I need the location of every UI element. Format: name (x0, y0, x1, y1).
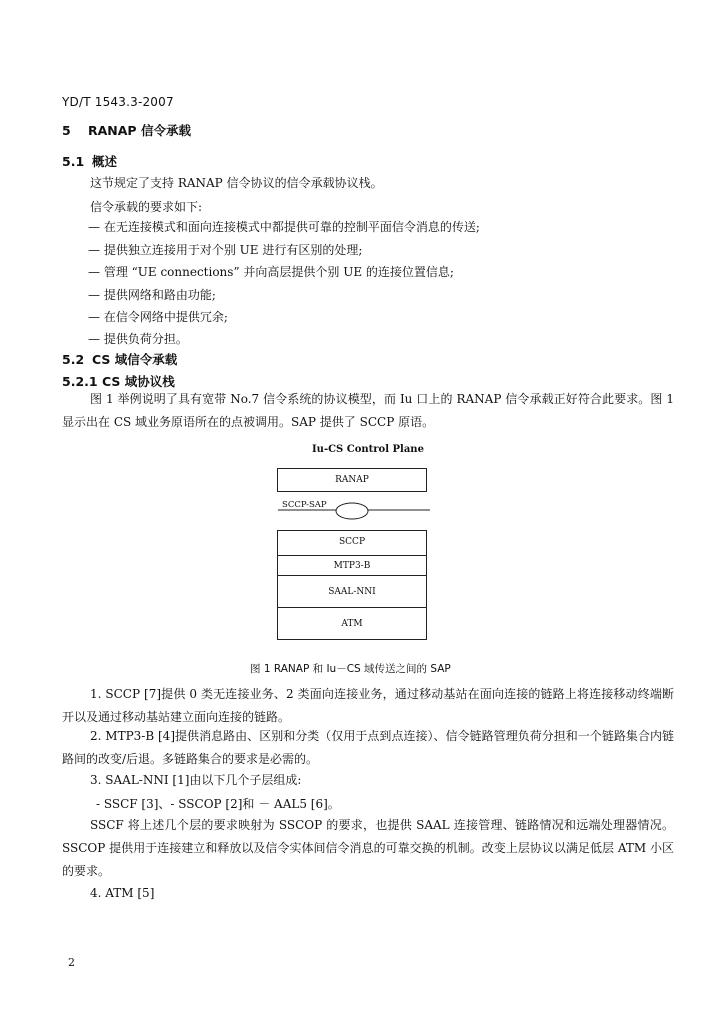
section-title: 概述 (92, 154, 118, 169)
section-title: CS 域协议栈 (102, 374, 175, 389)
section-number: 5 (62, 123, 71, 138)
sap-label: SCCP-SAP (282, 500, 327, 510)
sccp-layer: SCCP (339, 537, 365, 547)
mtp3b-layer: MTP3-B (278, 555, 426, 575)
section-number: 5.2 (62, 352, 85, 367)
requirements-intro: 信令承载的要求如下: (90, 200, 203, 214)
saal-sublayers: - SSCF [3]、- SSCOP [2]和 － AAL5 [6]。 (96, 797, 340, 811)
saal-nni-layer: SAAL-NNI (278, 575, 426, 607)
standard-number: YD/T 1543.3-2007 (62, 95, 174, 109)
section-title: RANAP 信令承载 (88, 123, 191, 138)
page-number: 2 (68, 956, 75, 969)
section-title: CS 域信令承载 (92, 352, 178, 367)
item-mtp3b: 2. MTP3-B [4]提供消息路由、区别和分类（仅用于点到点连接）、信令链路管理负荷分担和一个链路集合内链路间的改变/后退。多链路集合的要求是必需的。 (62, 729, 674, 766)
figure-title: Iu-CS Control Plane (312, 444, 424, 455)
figure-caption: 图 1 RANAP 和 Iu－CS 域传送之间的 SAP (250, 663, 451, 675)
section-5-1-heading (62, 152, 117, 170)
ranap-label: RANAP (335, 475, 369, 485)
bullet-item: — 在信令网络中提供冗余; (88, 310, 228, 324)
item-saal-nni: 3. SAAL-NNI [1]由以下几个子层组成: (90, 773, 302, 787)
bullet-item: — 在无连接模式和面向连接模式中都提供可靠的控制平面信令消息的传送; (88, 220, 480, 234)
section-5-2-heading (62, 350, 177, 368)
sscf-paragraph: SSCF 将上述几个层的要求映射为 SSCOP 的要求，也提供 SAAL 连接管理、链路情况和远端处理器情况。SSCOP 提供用于连接建立和释放以及信令实体间信令消息的可靠交换的机制。改变上层协议以满足低层 ATM 小区的要求。 (62, 818, 674, 878)
section-5-heading (62, 121, 191, 139)
bullet-item: — 提供网络和路由功能; (88, 288, 216, 302)
bullet-item: — 提供独立连接用于对个别 UE 进行有区别的处理; (88, 243, 363, 257)
item-atm: 4. ATM [5] (90, 886, 155, 900)
intro-paragraph: 这节规定了支持 RANAP 信令协议的信令承载协议栈。 (90, 176, 383, 190)
ranap-box (277, 468, 427, 492)
item-sccp: 1. SCCP [7]提供 0 类无连接业务、2 类面向连接业务，通过移动基站在面向连接的链路上将连接移动终端断开以及通过移动基站建立面向连接的链路。 (62, 687, 674, 724)
section-number: 5.2.1 (62, 374, 98, 389)
atm-layer: ATM (278, 607, 426, 639)
bullet-item: — 管理 “UE connections” 并向高层提供个别 UE 的连接位置信息; (88, 265, 454, 279)
protocol-stack (277, 530, 427, 640)
bullet-item: — 提供负荷分担。 (88, 332, 188, 346)
stack-paragraph: 图 1 举例说明了具有宽带 No.7 信令系统的协议模型，而 Iu 口上的 RANAP 信令承载正好符合此要求。图 1 显示出在 CS 域业务原语所在的点被调用。SAP 提供了 SCCP 原语。 (62, 392, 674, 429)
section-number: 5.1 (62, 154, 85, 169)
